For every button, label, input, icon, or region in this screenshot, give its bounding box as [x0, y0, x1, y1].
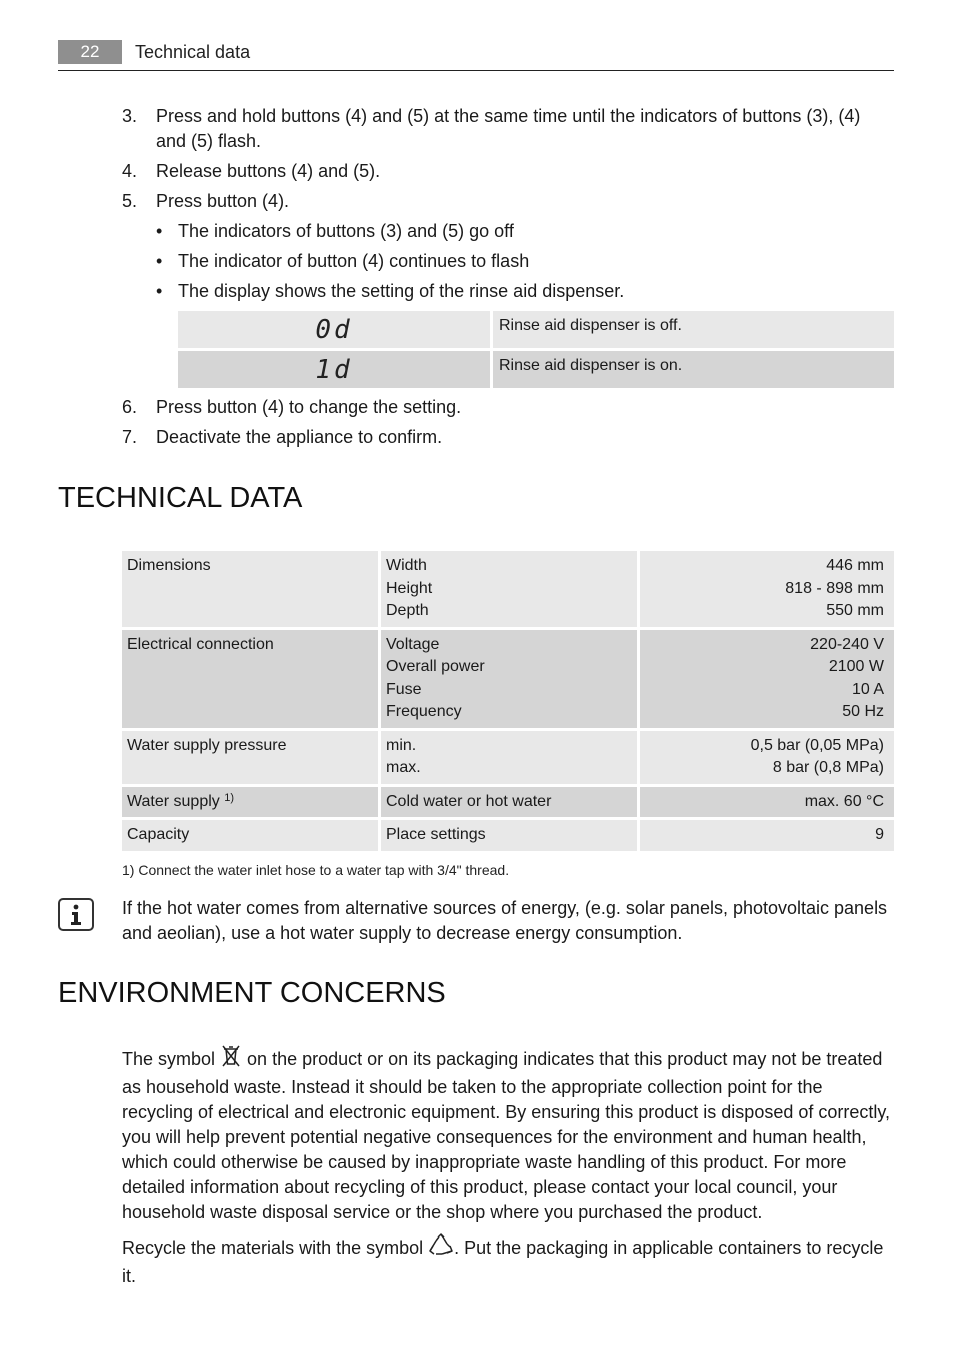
step-item [122, 189, 894, 214]
display-code-cell [178, 311, 490, 348]
bullet-text: The indicators of buttons (3) and (5) go off [178, 221, 514, 241]
step-text: Press button (4) to change the setting. [156, 397, 462, 417]
step-number: 5. [122, 191, 138, 211]
footnote-marker: 1) [224, 791, 235, 804]
param: max. [386, 759, 421, 776]
row-label: Water supply pressure [122, 731, 378, 784]
row-label: Water supply [127, 792, 220, 810]
param: Fuse [386, 680, 422, 698]
step-text: Deactivate the appliance to confirm. [156, 427, 443, 447]
page-header [58, 40, 894, 71]
bullet-text: The indicator of button (4) continues to flash [178, 251, 530, 271]
param: Voltage [386, 635, 440, 653]
step-number: 7. [122, 427, 138, 447]
value: 818 - 898 mm [785, 579, 884, 597]
value: 2100 W [828, 658, 884, 675]
value: 50 Hz [842, 703, 884, 720]
header-title: Technical data [135, 42, 251, 62]
value: 0,5 bar (0,05 MPa) [750, 736, 884, 754]
text-segment: on the product or on its packaging indicates that this product may not be treated as household waste. Instead it should be taken to the appropriate collection point for the recycling of electrical and electronic equipment. By ensuring this product is disposed of correctly, you will help prevent potential negative consequences for the environment and human health, which could otherwise be caused by inappropriate waste handling of this product. For more detailed information about recycling of this product, please contact your local council, your household waste disposal service or the shop where you purchased the product. [122, 1049, 891, 1222]
weee-paragraph [122, 1044, 894, 1225]
info-icon [58, 898, 94, 931]
bullet-dot: • [156, 251, 163, 271]
steps-list-a [122, 104, 894, 309]
row-params [381, 630, 637, 728]
display-description: Rinse aid dispenser is on. [493, 351, 894, 388]
row-label: Capacity [122, 820, 378, 851]
table-row [122, 630, 894, 728]
technical-data-heading: TECHNICAL DATA [58, 482, 303, 514]
row-params [381, 731, 637, 784]
technical-data-table [122, 551, 894, 854]
row-values [640, 820, 894, 851]
step-item [122, 159, 894, 184]
row-label-cell [122, 787, 378, 818]
bullet-item [156, 249, 894, 274]
step-item [122, 395, 894, 420]
param: min. [386, 736, 417, 754]
text-segment: . Put the packaging in applicable containers to recycle it. [122, 1238, 884, 1286]
table-row [122, 551, 894, 627]
value: 446 mm [826, 557, 884, 574]
value: 220-240 V [810, 635, 884, 653]
bullet-item [156, 279, 894, 304]
step-text: Press button (4). [156, 191, 290, 211]
step-item [122, 425, 894, 450]
param: Frequency [386, 703, 462, 720]
bullet-text: The display shows the setting of the rinse aid dispenser. [178, 281, 625, 301]
step-text: Release buttons (4) and (5). [156, 161, 381, 181]
display-row [178, 351, 894, 388]
param: Overall power [386, 658, 485, 675]
recycle-icon [428, 1233, 454, 1264]
info-note: If the hot water comes from alternative sources of energy, (e.g. solar panels, photovoltaic panels and aeolian), use a hot water supply to decrease energy consumption. [122, 898, 888, 943]
display-row [178, 311, 894, 348]
row-params [381, 551, 637, 627]
param: Width [386, 557, 427, 574]
row-params [381, 787, 637, 818]
display-code: 0d [315, 314, 353, 345]
row-label: Dimensions [122, 551, 378, 627]
row-values [640, 787, 894, 818]
bullet-list [156, 219, 894, 304]
table-row [122, 787, 894, 818]
bullet-dot: • [156, 281, 163, 301]
param: Cold water or hot water [386, 792, 552, 810]
value: 550 mm [826, 602, 884, 619]
param: Depth [386, 602, 429, 619]
steps-list-b [122, 395, 894, 455]
value: 10 A [851, 680, 884, 698]
page-number: 22 [58, 40, 122, 64]
row-values [640, 731, 894, 784]
display-code-cell [178, 351, 490, 388]
display-settings-table [178, 311, 894, 391]
value: 9 [875, 826, 884, 843]
row-values [640, 630, 894, 728]
environment-text [122, 1044, 894, 1297]
recycle-paragraph [122, 1233, 894, 1289]
info-glyph [69, 904, 83, 926]
bullet-item [156, 219, 894, 244]
display-code: 1d [315, 354, 353, 385]
param: Place settings [386, 826, 486, 843]
table-row [122, 820, 894, 851]
text-segment: Recycle the materials with the symbol [122, 1238, 429, 1258]
row-label: Electrical connection [122, 630, 378, 728]
display-description: Rinse aid dispenser is off. [493, 311, 894, 348]
step-text: Press and hold buttons (4) and (5) at the same time until the indicators of buttons (3), (4) and (5) flash. [156, 106, 861, 151]
environment-heading: ENVIRONMENT CONCERNS [58, 977, 446, 1009]
param: Height [386, 579, 433, 597]
row-values [640, 551, 894, 627]
value: 8 bar (0,8 MPa) [772, 759, 884, 776]
table-footnote: 1) Connect the water inlet hose to a water tap with 3/4" thread. [122, 862, 510, 878]
step-number: 4. [122, 161, 138, 181]
step-number: 3. [122, 106, 138, 126]
bullet-dot: • [156, 221, 163, 241]
step-item [122, 104, 894, 154]
text-segment: The symbol [122, 1049, 221, 1069]
crossed-bin-icon [220, 1044, 242, 1075]
table-row [122, 731, 894, 784]
row-params [381, 820, 637, 851]
value: max. 60 °C [804, 792, 884, 810]
step-number: 6. [122, 397, 138, 417]
